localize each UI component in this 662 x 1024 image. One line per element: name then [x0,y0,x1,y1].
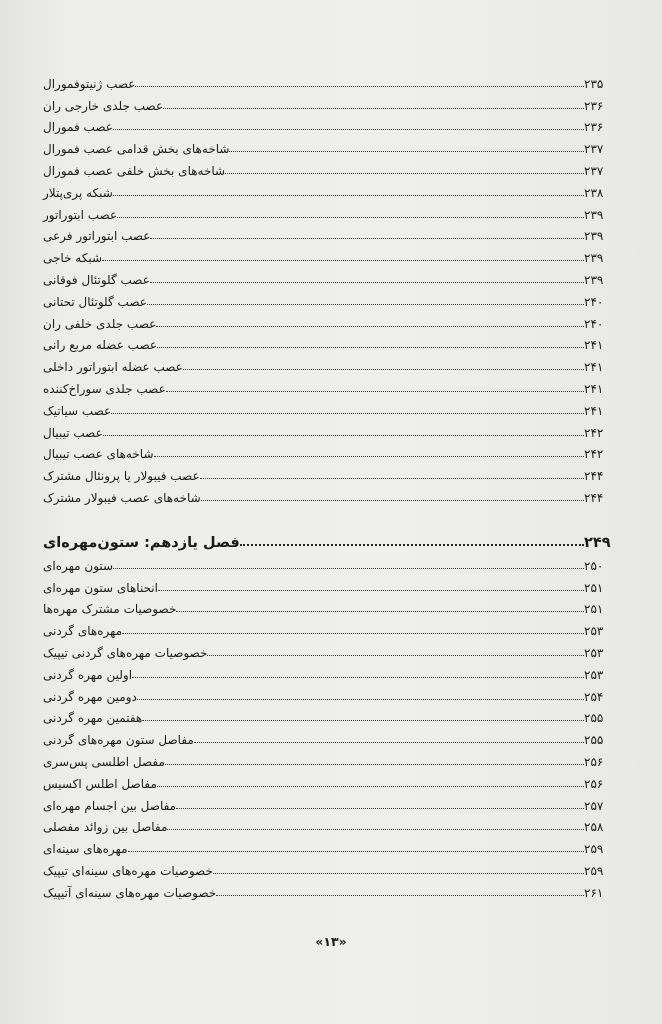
toc-entry-page-number: ۲۶۱ [584,885,604,900]
toc-entry-page-number: ۲۴۰ [584,316,604,331]
toc-entry-row [40,177,626,199]
toc-entry-page-number: ۲۴۱ [584,360,604,375]
toc-entry-page-number: ۲۳۹ [584,207,604,222]
toc-entry-row [40,286,626,308]
leader-dots [135,85,584,87]
toc-entry-row [40,460,626,482]
toc-entry-page-number: ۲۴۲ [584,425,604,440]
toc-entry-title: انحناهای ستون مهره‌ای [43,580,158,595]
leader-dots [158,589,584,591]
toc-entry-page-number: ۲۴۱ [584,403,604,418]
toc-entry-page-number: ۲۵۹ [584,863,604,878]
toc-entry-row [40,833,626,855]
toc-entry-page-number: ۲۵۱ [584,580,604,595]
chapter-heading-row [40,523,626,550]
toc-entry-row [40,572,626,594]
toc-entry-row [40,351,626,373]
leader-dots [156,325,584,327]
toc-entry-row [40,703,626,725]
toc-entry-title: عصب ابتوراتور فرعی [43,229,151,244]
toc-entry-title: خصوصیات مهره‌های گردنی تیپیک [43,645,208,660]
toc-entry-title: عصب جلدی خلفی ران [43,316,157,331]
toc-entry-page-number: ۲۵۶ [584,776,604,791]
leader-dots [225,172,584,174]
toc-entry-title: عصب فمورال [43,120,113,135]
toc-entry-row [40,659,626,681]
toc-entry-row [40,812,626,834]
toc-entry-row [40,681,626,703]
toc-entry-page-number: ۲۴۱ [584,381,604,396]
toc-entry-row [40,264,626,286]
toc-entry-page-number: ۲۳۷ [584,142,604,157]
toc-entry-row [40,594,626,616]
toc-entry-page-number: ۲۴۴ [584,490,604,505]
toc-entry-title: عصب سیاتیک [43,403,112,418]
leader-dots [117,216,584,218]
leader-dots [213,872,584,874]
toc-entry-title: عصب عضله مربع رانی [43,338,158,353]
leader-dots [157,346,584,348]
toc-entry-title: عصب گلوتئال تحتانی [43,294,147,309]
toc-entry-row [40,768,626,790]
leader-dots [128,850,584,852]
toc-entry-title: عصب فیبولار یا پرونئال مشترک [43,469,200,484]
leader-dots [200,477,584,479]
toc-entry-page-number: ۲۴۱ [584,338,604,353]
toc-entry-title: مفاصل بین اجسام مهره‌ای [43,798,177,813]
toc-entry-title: شاخه‌های عصب فیبولار مشترک [43,490,201,505]
toc-entry-row [40,68,626,90]
toc-entry-title: عصب گلوتئال فوقانی [43,272,150,287]
leader-dots [207,654,584,656]
leader-dots [154,455,585,457]
toc-entry-page-number: ۲۵۱ [584,602,604,617]
toc-entry-row [40,482,626,504]
leader-dots [163,107,584,109]
toc-entry-page-number: ۲۳۹ [584,251,604,266]
toc-entry-row [40,242,626,264]
toc-entry-title: عصب جلدی سوراخ‌کننده [43,381,166,396]
leader-dots [122,632,584,634]
toc-entry-row [40,133,626,155]
leader-dots [137,698,584,700]
leader-dots [176,807,584,809]
toc-entry-title: شاخه‌های عصب تیبیال [43,447,154,462]
toc-entry-page-number: ۲۳۵ [584,76,604,91]
toc-entry-title: عصب جلدی خارجی ران [43,98,164,113]
toc-entry-title: خصوصیات مهره‌های سینه‌ای تیپیک [43,863,213,878]
leader-dots [113,128,584,130]
leader-dots [201,499,584,501]
toc-entry-row [40,637,626,659]
toc-entry-row [40,221,626,243]
toc-entry-page-number: ۲۵۷ [584,798,604,813]
leader-dots [111,412,584,414]
toc-entry-row [40,724,626,746]
toc-entry-title: مفصل اطلسی پس‌سری [43,754,165,769]
toc-entry-row [40,439,626,461]
toc-entry-title: عصب عضله ابتوراتور داخلی [43,360,183,375]
toc-entry-title: هفتمین مهره گردنی [43,711,143,726]
toc-entry-row [40,790,626,812]
leader-dots [229,150,584,152]
toc-entry-title: مفاصل بین زوائد مفصلی [43,820,168,835]
leader-dots [113,567,584,569]
toc-entry-page-number: ۲۵۵ [584,733,604,748]
toc-entry-page-number: ۲۵۵ [584,711,604,726]
toc-entry-title: شبکه پری‌پتلار [43,185,113,200]
toc-section-nerves [40,68,626,504]
toc-entry-title: شاخه‌های بخش قدامی عصب فمورال [43,142,230,157]
toc-entry-page-number: ۲۵۸ [584,820,604,835]
toc-entry-title: عصب تیبیال [43,425,103,440]
toc-entry-page-number: ۲۵۳ [584,645,604,660]
toc-entry-title: مفاصل اطلس اکسیس [43,776,157,791]
leader-dots [157,785,584,787]
leader-dots [150,281,584,283]
toc-entry-page-number: ۲۵۰ [584,558,604,573]
toc-entry-title: خصوصیات مشترک مهره‌ها [43,602,177,617]
leader-dots [103,434,584,436]
toc-entry-page-number: ۲۵۶ [584,754,604,769]
toc-entry-page-number: ۲۵۳ [584,624,604,639]
leader-dots [150,237,584,239]
toc-entry-row [40,746,626,768]
toc-entry-page-number: ۲۳۶ [584,120,604,135]
toc-entry-title: عصب ژنیتوفمورال [43,76,136,91]
toc-entry-row [40,615,626,637]
toc-entry-row [40,417,626,439]
toc-entry-page-number: ۲۳۸ [584,185,604,200]
toc-section-vertebral-column [40,523,626,899]
toc-entry-row [40,308,626,330]
leader-dots [183,368,584,370]
leader-dots [176,610,584,612]
leader-dots [167,828,584,830]
toc-entry-title: مهره‌های گردنی [43,624,123,639]
toc-entry-title: دومین مهره گردنی [43,689,137,704]
toc-entry-row [40,330,626,352]
toc-entry-row [40,395,626,417]
toc-entry-page-number: ۲۵۴ [584,689,604,704]
toc-entry-page-number: ۲۵۳ [584,667,604,682]
leader-dots [240,543,584,546]
toc-entry-title: ستون مهره‌ای [43,558,114,573]
leader-dots [216,894,584,896]
toc-entry-title: شاخه‌های بخش خلفی عصب فمورال [43,163,226,178]
toc-entry-page-number: ۲۴۲ [584,447,604,462]
leader-dots [166,390,584,392]
toc-entry-row [40,550,626,572]
toc-entry-title: اولین مهره گردنی [43,667,133,682]
leader-dots [132,676,584,678]
toc-entry-title: خصوصیات مهره‌های سینه‌ای آتیپیک [43,885,217,900]
toc-entry-page-number: ۲۳۹ [584,229,604,244]
toc-entry-row [40,199,626,221]
page-number-footer: «۱۳» [315,934,347,949]
chapter-page-number: ۲۴۹ [584,534,611,551]
leader-dots [142,719,584,721]
toc-entry-row [40,90,626,112]
toc-entry-page-number: ۲۳۶ [584,98,604,113]
toc-entry-page-number: ۲۳۷ [584,163,604,178]
toc-entry-row [40,877,626,899]
toc-entry-row [40,855,626,877]
toc-entry-title: مهره‌های سینه‌ای [43,842,128,857]
toc-entry-page-number: ۲۴۰ [584,294,604,309]
toc-entry-title: عصب ابتوراتور [43,207,118,222]
toc-entry-title: مفاصل ستون مهره‌های گردنی [43,733,194,748]
toc-entry-page-number: ۲۵۹ [584,842,604,857]
toc-entry-row [40,373,626,395]
toc-entry-page-number: ۲۳۹ [584,272,604,287]
toc-entry-title: شبکه خاجی [43,251,103,266]
chapter-title: فصل یازدهم: ستون‌مهره‌ای [43,534,240,551]
leader-dots [147,303,584,305]
leader-dots [165,763,584,765]
toc-entry-page-number: ۲۴۴ [584,469,604,484]
leader-dots [113,194,584,196]
leader-dots [102,259,584,261]
toc-entry-row [40,112,626,134]
toc-entry-row [40,155,626,177]
leader-dots [194,741,584,743]
